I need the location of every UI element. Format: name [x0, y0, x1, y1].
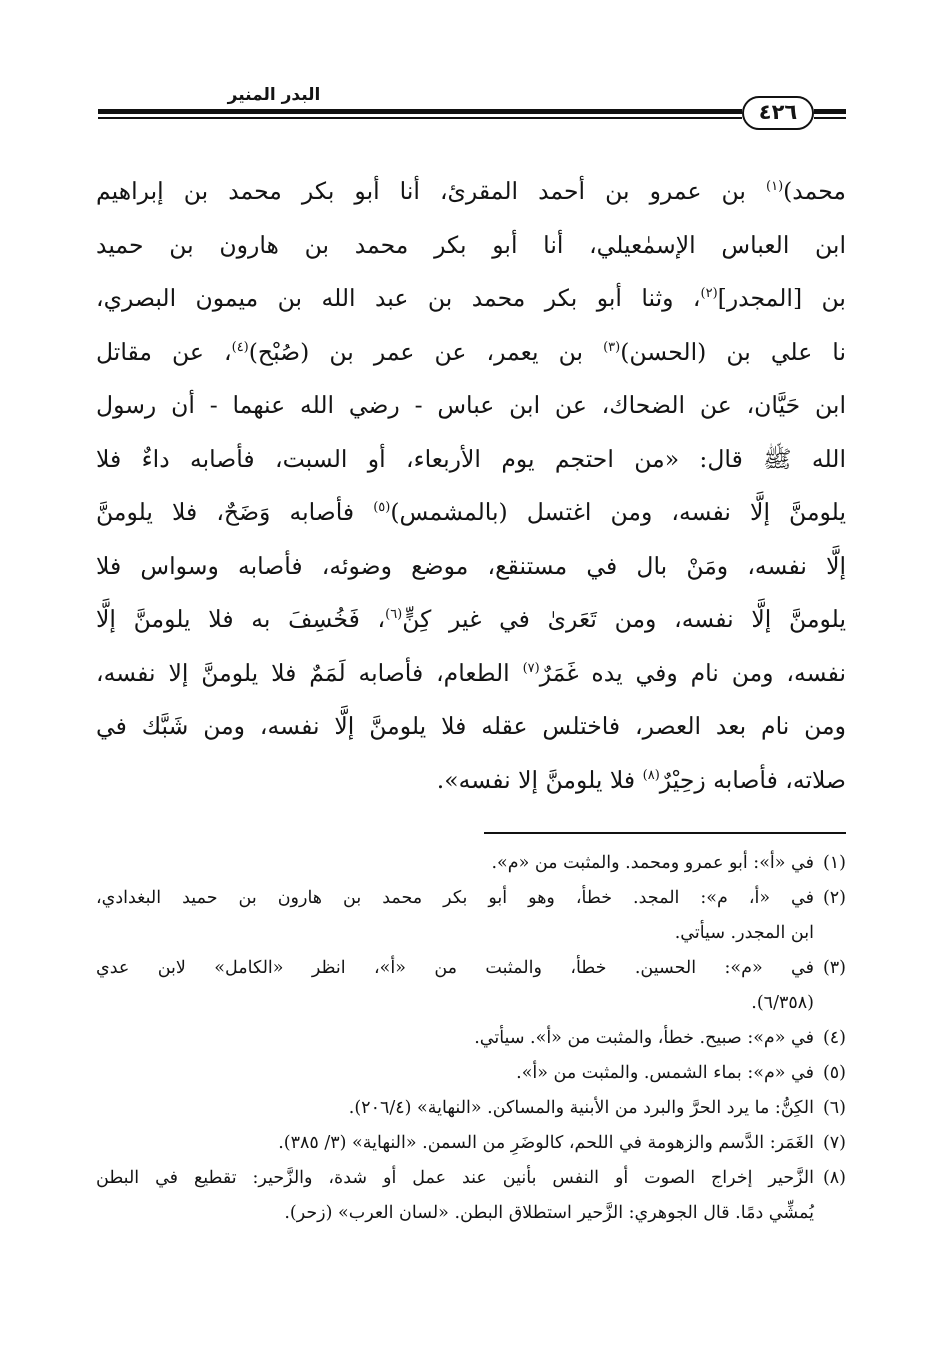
line-segment: بن عمرو بن أحمد المقرئ، أنا أبو بكر محمد بن إبراهيم [96, 177, 766, 205]
line-segment: الطعام، فأصابه لَمَمٌ فلا يلومنَّ إلا نفسه، [96, 658, 523, 687]
footnote-continuation: يُمشِّي دمًا. قال الجوهري: الزَّحير استطلاق البطن. «لسان العرب» (زحر). [284, 1203, 814, 1223]
text-line [96, 700, 846, 754]
line-segment: فأصابه وَضَحٌ، فلا يلومنَّ [96, 498, 374, 526]
footnote-text: في «م»: الحسين. خطأ، والمثبت من «أ»، انظر «الكامل» لابن عدي [96, 958, 814, 978]
footnote-line [96, 1161, 846, 1196]
line-segment: بن [المجدر] [717, 284, 846, 312]
footnote-text: الزَّحير إخراج الصوت أو النفس بأنين عند عمل أو شدة، والزَّحير: تقطيع في البطن [96, 1168, 814, 1188]
line-segment: يلومنَّ إلَّا نفسه، ومن اغتسل (بالمشمس) [390, 498, 846, 526]
footnote [96, 951, 846, 1021]
footnote-ref: (٥) [373, 500, 391, 515]
line-segment: فلا يلومنَّ إلا نفسه». [436, 765, 643, 794]
footnote-number: (٣) [822, 958, 846, 978]
line-segment: ، وثنا أبو بكر محمد بن عبد الله بن ميمون البصري، [96, 284, 701, 312]
footnote-number: (٤) [822, 1028, 846, 1048]
header-rule-right-thin [814, 117, 846, 119]
line-segment: يلومنَّ إلَّا نفسه، ومن تَعَرىٰ في غير كِنٍّ [402, 605, 846, 633]
text-line [96, 379, 846, 433]
line-segment: نا علي بن (الحسن) [620, 337, 846, 366]
text-line [96, 593, 846, 647]
footnote-line [349, 1098, 846, 1118]
line-segment: محمد) [783, 177, 846, 205]
footnote-text: في «م»: بماء الشمس. والمثبت من «أ». [516, 1063, 814, 1083]
footnote [96, 1091, 846, 1126]
footnote-line [474, 1028, 846, 1048]
header-rule-thin [98, 117, 742, 119]
line-segment: ، فَخُسِفَ به فلا يلومنَّ إلَّا [96, 605, 386, 633]
footnote [96, 1056, 846, 1091]
line-segment: ابن العباس الإسمٰعيلي، أنا أبو بكر محمد بن هارون بن حميد [96, 230, 846, 259]
footnote [96, 846, 846, 881]
header-rule-right-thick [814, 109, 846, 114]
footnote-continuation: ابن المجدر. سيأتي. [674, 923, 814, 943]
footnote-ref: (٧) [522, 660, 540, 676]
line-segment: الله ﷺ قال: «من احتجم يوم الأربعاء، أو السبت، فأصابه داءٌ فلا [96, 444, 846, 473]
text-line [96, 486, 846, 540]
footnote [96, 1126, 846, 1161]
line-segment: صلاته، فأصابه زحِيْرٌ [659, 765, 846, 794]
text-line [96, 219, 846, 273]
line-segment: ، عن مقاتل [96, 337, 232, 366]
footnote-number: (٢) [822, 888, 846, 908]
line-segment: نفسه، ومن نام وفي يده غَمَرٌ [539, 658, 846, 687]
footnote-number: (٨) [822, 1168, 846, 1188]
text-line [96, 754, 846, 808]
line-segment: ابن حَيَّان، عن الضحاك، عن ابن عباس - رضي الله عنهما - أن رسول [96, 391, 846, 419]
line-segment: بن يعمر، عن عمر بن (صُبْح) [248, 337, 604, 366]
footnote-number: (١) [822, 853, 846, 873]
footnote-ref: (٨) [642, 767, 660, 783]
header-rule-thick [98, 109, 742, 114]
text-line [96, 433, 846, 487]
footnote-text: الغَمَر: الدَّسم والزهومة في اللحم، كالوضَرِ من السمن. «النهاية» (٣/ ٣٨٥). [278, 1133, 814, 1153]
footnote-line [96, 951, 846, 986]
text-line [96, 647, 846, 701]
footnotes [96, 846, 846, 1231]
footnote-ref: (١) [766, 179, 784, 194]
line-segment: إلَّا نفسه، ومَنْ بال في مستنقع، موضع وضوئه، فأصابه وسواس فلا [96, 551, 846, 580]
footnote-text: الكِنُّ: ما يرد الحرَّ والبرد من الأبنية والمساكن. «النهاية» (٢٠٦/٤). [348, 1098, 814, 1118]
text-line [96, 326, 846, 380]
footnote-ref: (٤) [231, 339, 249, 355]
footnote-line [96, 881, 846, 916]
footnote-number: (٦) [822, 1098, 846, 1118]
running-header [96, 84, 846, 136]
main-text [96, 165, 846, 807]
footnote [96, 1161, 846, 1231]
footnote-line [516, 1063, 846, 1083]
book-title: البدر المنير [227, 85, 321, 105]
page-number: ٤٢٦ [742, 96, 814, 130]
footnote-text: في «أ»: أبو عمرو ومحمد. والمثبت من «م». [491, 853, 814, 873]
footnote-ref: (٢) [700, 286, 718, 301]
text-line [96, 540, 846, 594]
text-line [96, 272, 846, 326]
footnote [96, 1021, 846, 1056]
footnote-text: في «م»: صبيح. خطأ، والمثبت من «أ». سيأتي. [474, 1028, 814, 1048]
line-segment: ومن نام بعد العصر، فاختلس عقله فلا يلومنَّ إلَّا نفسه، ومن شَبَّك في [96, 712, 846, 740]
footnote-continuation: (٦/٣٥٨). [751, 993, 814, 1013]
footnote-divider [484, 832, 846, 834]
footnote-line [491, 853, 846, 873]
footnote-number: (٧) [822, 1133, 846, 1153]
text-line [96, 165, 846, 219]
footnote [96, 881, 846, 951]
footnote-ref: (٦) [385, 607, 403, 622]
footnote-number: (٥) [822, 1063, 846, 1083]
footnote-line [278, 1133, 846, 1153]
footnote-text: في «أ، م»: المجد. خطأ، وهو أبو بكر محمد بن هارون بن حميد البغدادي، [96, 888, 814, 908]
footnote-ref: (٣) [603, 339, 621, 355]
